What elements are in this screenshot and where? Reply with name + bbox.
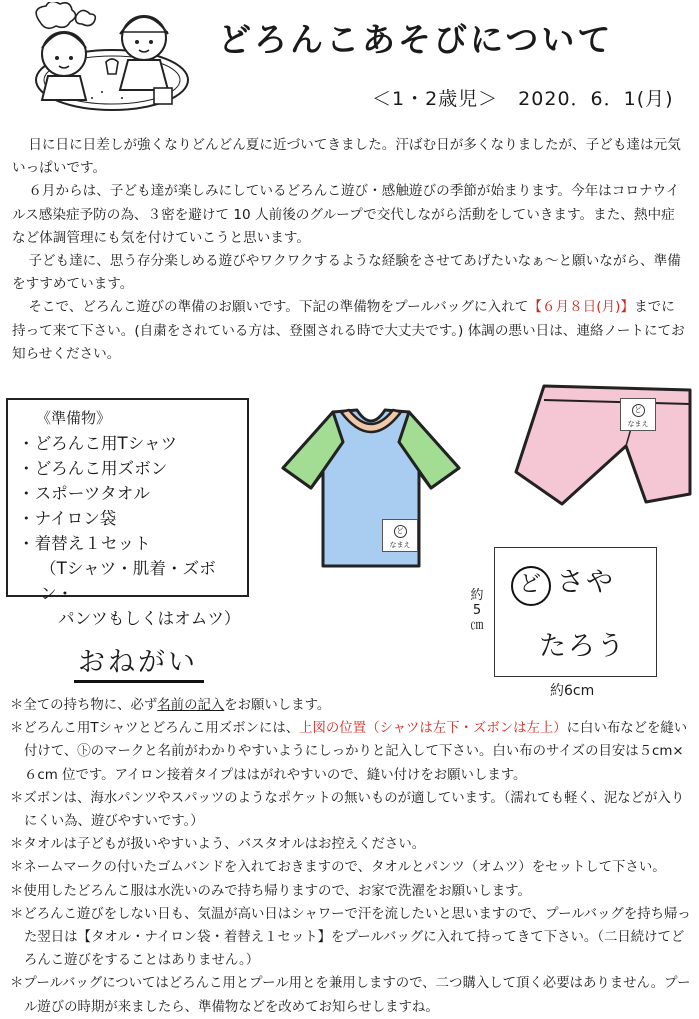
supply-item-pants: ・どろんこ用ズボン <box>18 459 168 478</box>
name-card-example <box>494 547 657 677</box>
supply-item-change-detail-1: （Tシャツ・肌着・ズボン・ <box>40 559 216 603</box>
requests-heading <box>78 640 198 679</box>
supply-item-tshirt: ・どろんこ用Tシャツ <box>18 434 178 453</box>
request-2-rest: に白い布などを縫い付けて、㋣のマークと名前がわかりやすいようにしっかりと記入して下さい。白い布のサイズの目安は５cm×６cm 位です。アイロン接着タイプははがれやすいので、縫い付けをお願いします。 <box>24 721 688 783</box>
request-item-2 <box>10 717 694 787</box>
deadline-date: 【６月８日(月)】 <box>528 299 635 316</box>
supply-item-change-detail-2: パンツもしくはオムツ） <box>58 609 241 628</box>
request-item-3: ＊ズボンは、海水パンツやスパッツのようなポケットの無いものが適しています。（濡れても軽く、泥などが入りにくい為、遊びやすいです。） <box>10 790 685 830</box>
tshirt-tag-mark: ど <box>394 525 407 538</box>
request-item-7: ＊どろんこ遊びをしない日も、気温が高い日はシャワーで汗を流したいと思いますので、プールバッグを持ち帰った翌日は【タオル・ナイロン袋・着替え１セット】をプールバッグに入れて持ってきて下さい。（二日続けてどろんこ遊びをすることはありません。） <box>10 906 691 969</box>
supply-item-nylon-bag: ・ナイロン袋 <box>18 509 117 528</box>
class-and-date: ＜1・2歳児＞ 2020．6．1(月) <box>372 88 674 110</box>
name-card-line-2: たろう <box>539 631 626 662</box>
pants-name-tag <box>620 398 656 431</box>
page-title: どろんこあそびについて <box>218 20 614 59</box>
requests-heading-underline <box>74 680 204 683</box>
requests-heading-text: おねがい <box>78 647 198 678</box>
intro-paragraph-1: 日に日に日差しが強くなりどんどん夏に近づいてきました。汗ばむ日が多くなりましたが、子ども達は元気いっぱいです。 <box>12 137 681 177</box>
requests-list <box>10 694 694 1019</box>
supply-item-towel: ・スポーツタオル <box>18 484 150 503</box>
request-1-lead: ＊全ての持ち物に、必ず <box>10 698 158 713</box>
name-card-line-1 <box>511 560 615 606</box>
supplies-box <box>6 398 249 628</box>
supply-item-change-set: ・着替え１セット <box>18 534 151 553</box>
request-1-rest: をお願いします。 <box>224 698 331 713</box>
request-1-underlined: 名前の記入 <box>157 698 225 713</box>
intro-p4-lead: そこで、どろんこ遊びの準備のお願いです。下記の準備物をプールバッグに入れて <box>28 299 529 316</box>
request-item-8: ＊プールバッグについてはどろんこ用とプール用とを兼用しますので、二つ購入して頂く必要はありません。プール遊びの時期が来ましたら、準備物などを改めてお知らせしますね。 <box>10 976 691 1015</box>
dimension-height-label: 約5㎝ <box>470 588 484 633</box>
intro-paragraph-2: ６月からは、子ども達が楽しみにしているどろんこ遊び・感触遊びの季節が始まります。今年はコロナウイルス感染症予防の為、３密を避けて 10 人前後のグループで交代しながら活動をしていきます。また、熱中症など体調管理にも気を付けていこうと思います。 <box>12 183 680 246</box>
name-card-first: さや <box>557 567 615 598</box>
do-mark-icon: ど <box>511 566 551 606</box>
request-2-position-note: 上図の位置（シャツは左下・ズボンは左上） <box>299 721 567 737</box>
request-item-1 <box>10 694 694 717</box>
supplies-heading: 《準備物》 <box>36 409 112 427</box>
children-sandbox-illustration <box>12 2 190 114</box>
intro-text <box>12 134 688 366</box>
tshirt-name-tag <box>382 519 418 552</box>
intro-p4-rest: までに持って来て下さい。(自粛をされている方は、登園される時で大丈夫です。) 体調の悪い日は、連絡ノートにてお知らせください。 <box>12 299 685 362</box>
intro-paragraph-3: 子ども達に、思う存分楽しめる遊びやワクワクするような経験をさせてあげたいなぁ～と願いながら、準備をすすめています。 <box>12 253 681 293</box>
request-2-lead: ＊どろんこ用Tシャツとどろんこ用ズボンには、 <box>10 721 300 737</box>
pants-tag-label: なまえ <box>627 420 649 428</box>
tshirt-illustration <box>281 402 461 570</box>
intro-paragraph-4 <box>12 296 688 366</box>
pants-illustration <box>514 384 694 508</box>
dimension-width-label: 約6cm <box>550 683 595 699</box>
tshirt-tag-label: なまえ <box>389 541 411 549</box>
pants-tag-mark: ど <box>632 404 645 417</box>
request-item-6: ＊使用したどろんこ服は水洗いのみで持ち帰りますので、お家で洗濯をお願いします。 <box>10 883 531 899</box>
request-item-4: ＊タオルは子どもが扱いやすいよう、バスタオルはお控えください。 <box>10 837 426 853</box>
request-item-5: ＊ネームマークの付いたゴムバンドを入れておきますので、タオルとパンツ（オムツ）をセットして下さい。 <box>10 860 666 876</box>
